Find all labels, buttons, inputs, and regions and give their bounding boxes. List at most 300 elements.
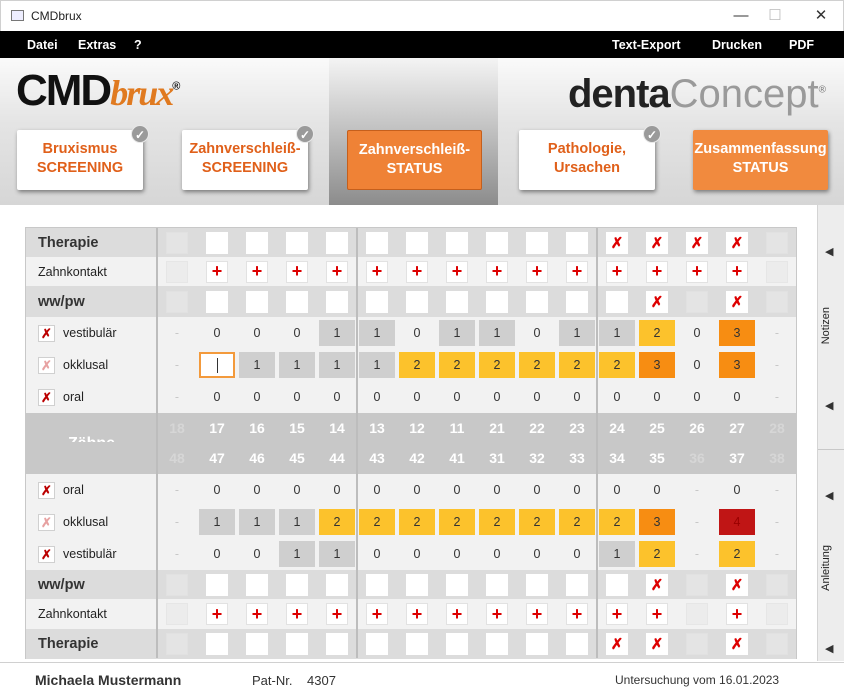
plus-toggle[interactable]: + [606,261,628,283]
wear-value[interactable]: 1 [239,509,275,535]
checkbox[interactable] [446,574,468,596]
cell-oral [437,381,477,413]
checkbox[interactable] [246,232,268,254]
wear-value[interactable]: 0 [253,326,261,340]
wear-value[interactable]: 0 [573,483,581,497]
tab-0[interactable] [17,128,146,190]
wear-value[interactable]: 2 [639,541,675,567]
cell-vestibulaer [477,317,517,349]
cell-wwpw [237,286,277,317]
wear-value[interactable]: 0 [213,326,221,340]
plus-toggle[interactable]: + [246,261,268,283]
column-separator [596,228,598,658]
dentaconcept-logo: dentaConcept® [567,72,826,116]
wear-value[interactable]: 2 [439,509,475,535]
grid-row-upper-therapie [26,228,796,257]
checkbox[interactable] [566,633,588,655]
checkbox[interactable] [366,291,388,313]
anleitung-tab[interactable]: Anleitung [820,545,832,591]
wear-value[interactable]: 2 [719,541,755,567]
plus-toggle[interactable]: + [366,603,388,625]
wear-value[interactable]: 1 [479,320,515,346]
wear-value[interactable]: 1 [359,320,395,346]
tab-3[interactable] [519,128,658,190]
cell-wwpw [637,570,677,599]
checkbox[interactable] [606,574,628,596]
row-label-text: oral [63,390,84,404]
wear-value[interactable]: 0 [413,547,421,561]
check-icon: ✓ [131,125,149,143]
checkbox[interactable] [446,232,468,254]
wear-value[interactable]: - [174,547,180,561]
checkbox[interactable] [606,291,628,313]
wear-value[interactable]: 0 [533,547,541,561]
cell-oral [277,381,317,413]
cell-vestibulaer [517,538,557,570]
cell-vestibulaer [437,538,477,570]
cell-wwpw [437,570,477,599]
checkbox[interactable] [326,574,348,596]
wear-value[interactable]: 0 [573,547,581,561]
cell-oral [397,474,437,506]
cell-vestibulaer [557,538,597,570]
wear-value[interactable]: - [774,390,780,404]
wear-value[interactable]: 0 [413,483,421,497]
notizen-tab[interactable]: Notizen [820,307,832,345]
empty-slot [766,574,788,596]
cell-zahnkontakt [597,599,637,629]
cross-icon[interactable]: ✗ [38,482,55,499]
cell-oral [277,474,317,506]
wear-value[interactable]: 0 [253,390,261,404]
plus-toggle[interactable]: + [206,603,228,625]
plus-toggle[interactable]: + [486,261,508,283]
cell-zahnkontakt [397,599,437,629]
wear-value[interactable]: 0 [213,390,221,404]
wear-value[interactable]: 0 [653,390,661,404]
empty-slot [166,291,188,313]
wear-value[interactable]: - [174,515,180,529]
checkbox[interactable] [566,232,588,254]
wear-value[interactable]: 0 [213,483,221,497]
wear-value[interactable]: 1 [319,320,355,346]
cross-toggle[interactable]: ✗ [606,232,628,254]
cell-vestibulaer [597,538,637,570]
row-label-wwpw [26,286,157,317]
checkbox[interactable] [326,232,348,254]
wear-value[interactable]: 1 [359,352,395,378]
checkbox[interactable] [486,232,508,254]
wear-value[interactable]: - [774,547,780,561]
checkbox[interactable] [326,291,348,313]
wear-value[interactable]: 0 [573,390,581,404]
cell-therapie [477,629,517,659]
plus-toggle[interactable]: + [446,261,468,283]
plus-toggle[interactable]: + [326,261,348,283]
cell-oral [197,474,237,506]
row-label-text: vestibulär [63,326,117,340]
cell-oral [717,474,757,506]
cell-zahnkontakt [477,599,517,629]
cross-icon[interactable]: ✗ [38,514,55,531]
checkbox[interactable] [486,633,508,655]
checkbox[interactable] [206,291,228,313]
wear-value[interactable]: 2 [439,352,475,378]
text-export-button[interactable]: Text-Export [612,38,681,52]
tooth-number: 17 [209,419,225,436]
plus-toggle[interactable]: + [326,603,348,625]
cell-vestibulaer [277,317,317,349]
wear-value[interactable]: 0 [373,390,381,404]
plus-toggle[interactable]: + [446,603,468,625]
checkbox[interactable] [566,574,588,596]
wear-value[interactable]: 3 [719,352,755,378]
plus-toggle[interactable]: + [206,261,228,283]
plus-toggle[interactable]: + [686,261,708,283]
wear-value[interactable]: 0 [493,483,501,497]
menu-datei[interactable]: Datei [27,38,58,52]
checkbox[interactable] [366,633,388,655]
cell-vestibulaer [517,317,557,349]
cell-wwpw [477,570,517,599]
wear-value[interactable]: 2 [479,352,515,378]
wear-value[interactable]: 1 [599,320,635,346]
tooth-number: 25 [649,419,665,436]
checkbox[interactable] [286,291,308,313]
cell-zahnkontakt [517,257,557,286]
wear-value[interactable]: 2 [399,352,435,378]
cell-wwpw [317,570,357,599]
wear-value[interactable]: 2 [639,320,675,346]
cell-wwpw [637,286,677,317]
wear-value[interactable]: 0 [373,483,381,497]
cross-icon[interactable]: ✗ [38,325,55,342]
cell-oral [517,381,557,413]
wear-value[interactable]: 3 [719,320,755,346]
plus-toggle[interactable]: + [526,603,548,625]
wear-value[interactable]: 0 [253,483,261,497]
wear-value[interactable]: 0 [413,326,421,340]
plus-toggle[interactable]: + [566,261,588,283]
wear-value[interactable]: 2 [519,509,555,535]
tooth-number: 21 [489,419,505,436]
cross-toggle[interactable]: ✗ [646,574,668,596]
cross-toggle[interactable]: ✗ [726,633,748,655]
cell-okklusal [757,349,797,381]
cell-therapie [517,629,557,659]
cell-vestibulaer [317,538,357,570]
grid-row-lower-okklusal [26,506,796,538]
tab-1[interactable] [182,128,311,190]
checkbox[interactable] [446,633,468,655]
wear-value[interactable]: 0 [533,483,541,497]
cross-icon[interactable]: ✗ [38,357,55,374]
wear-value[interactable]: 4 [719,509,755,535]
wear-value[interactable]: 2 [559,352,595,378]
wear-value[interactable]: - [694,483,700,497]
wear-value[interactable]: 0 [213,547,221,561]
plus-toggle[interactable]: + [286,261,308,283]
notizen-arrow-icon[interactable]: ◀ [825,246,834,258]
cross-toggle[interactable]: ✗ [646,633,668,655]
cell-wwpw [277,570,317,599]
tooth-number: 31 [489,450,505,466]
empty-slot [686,603,708,625]
wear-value[interactable]: 0 [533,390,541,404]
wear-value[interactable]: - [174,358,180,372]
plus-toggle[interactable]: + [646,261,668,283]
row-label-text: okklusal [63,358,109,372]
wear-value[interactable]: 0 [533,326,541,340]
exam-date: Untersuchung vom 16.01.2023 [615,673,780,687]
plus-toggle[interactable]: + [566,603,588,625]
cross-toggle[interactable]: ✗ [726,232,748,254]
wear-value[interactable]: 0 [253,547,261,561]
cell-zahnkontakt [517,599,557,629]
plus-toggle[interactable]: + [726,603,748,625]
wear-value[interactable]: 0 [733,483,741,497]
checkbox[interactable] [286,232,308,254]
cell-therapie [237,228,277,257]
plus-toggle[interactable]: + [606,603,628,625]
cell-okklusal [557,349,597,381]
wear-value[interactable]: 0 [493,547,501,561]
plus-toggle[interactable]: + [246,603,268,625]
plus-toggle[interactable]: + [286,603,308,625]
wear-value[interactable]: 0 [413,390,421,404]
cell-zahnkontakt [197,599,237,629]
cell-vestibulaer [757,538,797,570]
row-label-okklusal [26,349,157,381]
tooth-number: 42 [409,450,425,466]
wear-value[interactable]: 2 [359,509,395,535]
cell-okklusal [237,349,277,381]
anleitung-collapse-icon[interactable]: ◀ [825,643,834,655]
tab-2[interactable] [347,130,482,190]
checkbox[interactable] [446,291,468,313]
checkbox[interactable] [286,574,308,596]
wear-value[interactable]: 2 [319,509,355,535]
wear-input-active[interactable] [199,352,235,378]
plus-toggle[interactable]: + [486,603,508,625]
wear-value[interactable]: - [174,483,180,497]
cell-vestibulaer [277,538,317,570]
status-footer [0,662,844,693]
wear-value[interactable]: 2 [479,509,515,535]
wear-value[interactable]: 1 [319,541,355,567]
grid-row-lower-teeth [26,442,796,474]
wear-value[interactable]: 0 [293,483,301,497]
checkbox[interactable] [486,291,508,313]
cell-okklusal [757,506,797,538]
tab-line1: Zusammenfassung [694,141,827,157]
row-label-text: Zahnkontakt [38,264,107,279]
wear-value[interactable]: 1 [279,509,315,535]
tooth-number: 33 [569,450,585,466]
wear-value[interactable]: 0 [293,326,301,340]
checkbox[interactable] [246,291,268,313]
checkbox[interactable] [486,574,508,596]
cell-zahnkontakt [317,257,357,286]
checkbox[interactable] [206,633,228,655]
cell-okklusal [637,349,677,381]
tooth-number: 24 [609,419,625,436]
checkbox[interactable] [526,633,548,655]
wear-value[interactable]: 3 [639,352,675,378]
wear-value[interactable]: 2 [599,352,635,378]
patnr-value: 4307 [307,673,336,688]
empty-slot [166,261,188,283]
patnr-label: Pat-Nr. [252,673,293,688]
wear-value[interactable]: 1 [239,352,275,378]
cell-vestibulaer [437,317,477,349]
cell-vestibulaer [637,317,677,349]
wear-value[interactable]: 0 [613,390,621,404]
checkbox[interactable] [366,232,388,254]
cell-therapie [437,228,477,257]
tab-line1: Bruxismus [42,141,118,157]
wear-value[interactable]: 2 [599,509,635,535]
checkbox[interactable] [406,574,428,596]
plus-toggle[interactable]: + [526,261,548,283]
wear-value[interactable]: 0 [693,390,701,404]
wear-value[interactable]: 0 [293,390,301,404]
cell-wwpw [397,570,437,599]
checkbox[interactable] [526,232,548,254]
print-button[interactable]: Drucken [712,38,763,52]
cell-zahnkontakt [237,257,277,286]
wear-value[interactable]: 1 [599,541,635,567]
cross-toggle[interactable]: ✗ [726,574,748,596]
wear-value[interactable]: 1 [279,352,315,378]
grid-row-upper-vestibulaer [26,317,796,349]
wear-value[interactable]: 2 [399,509,435,535]
checkbox[interactable] [406,232,428,254]
checkbox[interactable] [206,574,228,596]
cell-zahnkontakt [677,257,717,286]
wear-value[interactable]: 0 [373,547,381,561]
checkbox[interactable] [526,574,548,596]
tab-4[interactable] [693,130,828,190]
close-button[interactable]: ✕ [814,7,828,24]
wear-value[interactable]: - [174,326,180,340]
cell-wwpw [357,286,397,317]
wear-value[interactable]: 0 [733,390,741,404]
notizen-collapse-icon[interactable]: ◀ [825,400,834,412]
wear-value[interactable]: 2 [559,509,595,535]
cross-icon[interactable]: ✗ [38,389,55,406]
cell-zahnkontakt [357,599,397,629]
cell-wwpw [677,286,717,317]
checkbox[interactable] [206,232,228,254]
checkbox[interactable] [286,633,308,655]
wear-value[interactable]: 1 [559,320,595,346]
tab-line1: Zahnverschleiß- [189,141,301,157]
cell-vestibulaer [677,538,717,570]
cross-toggle[interactable]: ✗ [686,232,708,254]
cell-oral [157,381,197,413]
cross-toggle[interactable]: ✗ [726,291,748,313]
cell-vestibulaer [197,317,237,349]
cell-therapie [637,629,677,659]
row-label-text: ww/pw [38,576,85,593]
tooth-number: 12 [409,419,425,436]
cell-oral [397,381,437,413]
row-label-text: vestibulär [63,547,117,561]
wear-value[interactable]: 1 [319,352,355,378]
cell-okklusal [197,349,237,381]
plus-toggle[interactable]: + [726,261,748,283]
wear-value[interactable]: 2 [519,352,555,378]
anleitung-arrow-icon[interactable]: ◀ [825,490,834,502]
cross-icon[interactable]: ✗ [38,546,55,563]
tab-line2: STATUS [386,161,443,177]
plus-toggle[interactable]: + [406,603,428,625]
cell-vestibulaer [757,317,797,349]
minimize-button[interactable]: — [733,7,749,24]
checkbox[interactable] [326,633,348,655]
wear-value[interactable]: - [174,390,180,404]
cell-okklusal [637,506,677,538]
plus-toggle[interactable]: + [646,603,668,625]
cell-vestibulaer [717,538,757,570]
wear-value[interactable]: 1 [199,509,235,535]
wear-value[interactable]: - [694,515,700,529]
pdf-button[interactable]: PDF [789,38,814,52]
cell-wwpw [317,286,357,317]
cell-therapie [277,629,317,659]
plus-toggle[interactable]: + [406,261,428,283]
cmdbrux-logo: CMDbrux® [16,66,179,115]
cross-toggle[interactable]: ✗ [646,232,668,254]
wear-value[interactable]: 0 [333,390,341,404]
cross-toggle[interactable]: ✗ [646,291,668,313]
checkbox[interactable] [246,633,268,655]
checkbox[interactable] [406,633,428,655]
tooth-number: 43 [369,450,385,466]
checkbox[interactable] [566,291,588,313]
wear-value[interactable]: - [774,358,780,372]
checkbox[interactable] [366,574,388,596]
checkbox[interactable] [406,291,428,313]
wear-value[interactable]: 0 [453,483,461,497]
menu-help[interactable]: ? [134,38,142,52]
wear-value[interactable]: 0 [693,358,701,372]
wear-value[interactable]: 0 [453,547,461,561]
cell-oral [557,474,597,506]
wear-value[interactable]: 0 [613,483,621,497]
wear-value[interactable]: - [774,515,780,529]
checkbox[interactable] [246,574,268,596]
wear-value[interactable]: 1 [279,541,315,567]
wear-value[interactable]: 1 [439,320,475,346]
menu-extras[interactable]: Extras [78,38,117,52]
checkbox[interactable] [526,291,548,313]
cross-toggle[interactable]: ✗ [606,633,628,655]
plus-toggle[interactable]: + [366,261,388,283]
wear-value[interactable]: 0 [693,326,701,340]
wear-value[interactable]: 0 [493,390,501,404]
maximize-button[interactable]: ☐ [768,7,782,24]
wear-value[interactable]: 0 [333,483,341,497]
wear-value[interactable]: - [694,547,700,561]
wear-value[interactable]: 0 [653,483,661,497]
wear-value[interactable]: - [774,483,780,497]
wear-value[interactable]: 3 [639,509,675,535]
row-label-zahnkontakt [26,257,157,286]
wear-value[interactable]: 0 [453,390,461,404]
wear-value[interactable]: - [774,326,780,340]
